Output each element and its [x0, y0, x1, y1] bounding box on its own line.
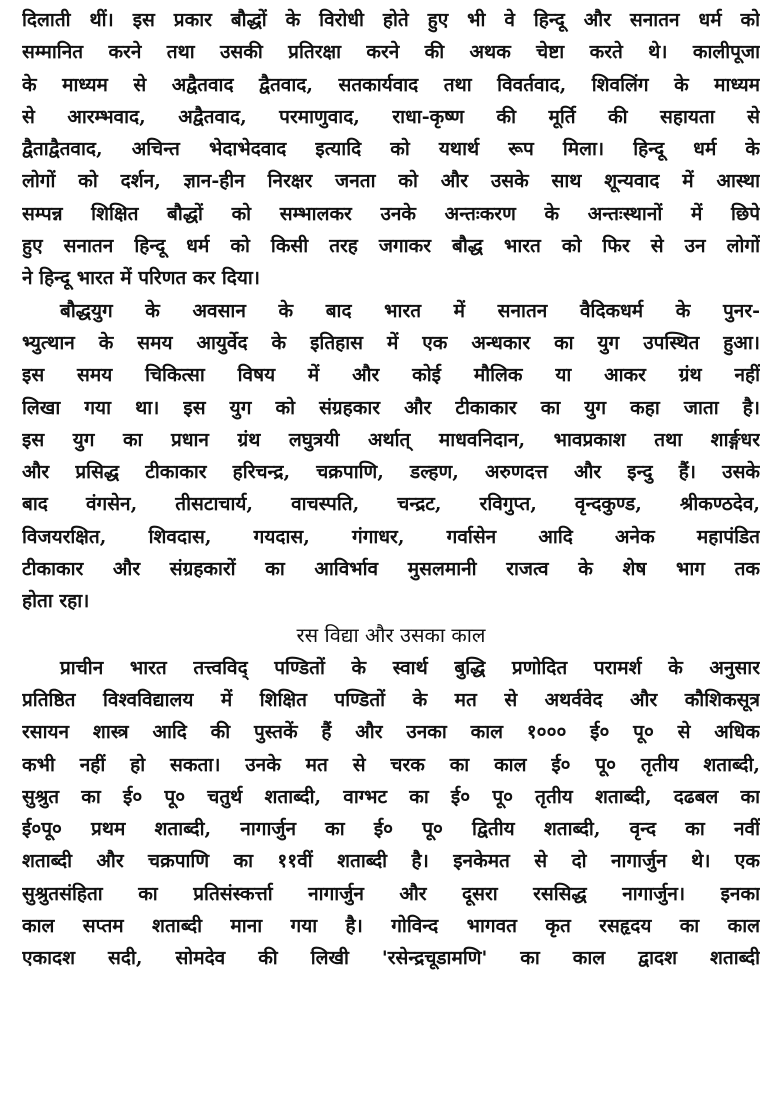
- text-line: लिखा गया था। इस युग को संग्रहकार और टीकाकार का युग कहा जाता है।: [22, 396, 760, 419]
- text-line: इस समय चिकित्सा विषय में और कोई मौलिक या आकर ग्रंथ नहीं: [22, 364, 760, 387]
- document-page: [22, 4, 760, 975]
- text-line: शताब्दी और चक्रपाणि का ११वीं शताब्दी है। इनकेमत से दो नागार्जुन थे। एक: [22, 850, 760, 873]
- text-line: द्वैताद्वैतवाद, अचिन्त भेदाभेदवाद इत्यादि को यथार्थ रूप मिला। हिन्दू धर्म के: [22, 138, 760, 161]
- text-line: रसायन शास्त्र आदि की पुस्तकें हैं और उनका काल १००० ई० पू० से अधिक: [22, 721, 760, 744]
- text-line: कभी नहीं हो सकता। उनके मत से चरक का काल ई० पू० तृतीय शताब्दी,: [22, 753, 760, 776]
- text-line: प्रतिष्ठित विश्वविद्यालय में शिक्षित पण्डितों के मत से अथर्ववेद और कौशिकसूत्र: [22, 688, 760, 711]
- text-line: के माध्यम से अद्वैतवाद द्वैतवाद, सतकार्यवाद तथा विवर्तवाद, शिवलिंग के माध्यम: [22, 73, 760, 96]
- text-line: सुश्रुत का ई० पू० चतुर्थ शताब्दी, वाग्भट का ई० पू० तृतीय शताब्दी, दढबल का: [22, 785, 760, 808]
- text-line: होता रहा।: [22, 590, 90, 613]
- paragraph-1: [22, 4, 760, 295]
- text-line: काल सप्तम शताब्दी माना गया है। गोविन्द भागवत कृत रसहृदय का काल: [22, 915, 760, 938]
- section-heading: रस विद्या और उसका काल: [296, 622, 486, 647]
- text-line: ने हिन्दू भारत में परिणत कर दिया।: [22, 267, 261, 290]
- text-line: दिलाती थीं। इस प्रकार बौद्धों के विरोधी होते हुए भी वे हिन्दू और सनातन धर्म को: [22, 9, 760, 31]
- text-line: हुए सनातन हिन्दू धर्म को किसी तरह जगाकर बौद्ध भारत को फिर से उन लोगों: [22, 235, 760, 258]
- text-line: सम्पन्न शिक्षित बौद्धों को सम्भालकर उनके अन्तःकरण के अन्तःस्थानों में छिपे: [22, 202, 760, 225]
- text-line: एकादश सदी, सोमदेव की लिखी 'रसेन्द्रचूडामणि' का काल द्वादश शताब्दी: [22, 947, 760, 970]
- text-line: भ्युत्थान के समय आयुर्वेद के इतिहास में एक अन्धकार का युग उपस्थित हुआ।: [22, 331, 760, 354]
- text-line: सम्मानित करने तथा उसकी प्रतिरक्षा करने की अथक चेष्टा करते थे। कालीपूजा: [22, 41, 760, 64]
- text-line: और प्रसिद्ध टीकाकार हरिचन्द्र, चक्रपाणि, डल्हण, अरुणदत्त और इन्दु हैं। उसके: [22, 461, 760, 484]
- text-line: बाद वंगसेन, तीसटाचार्य, वाचस्पति, चन्द्रट, रविगुप्त, वृन्दकुण्ड, श्रीकण्ठदेव,: [22, 493, 760, 516]
- text-line: लोगों को दर्शन, ज्ञान-हीन निरक्षर जनता को और उसके साथ शून्यवाद में आस्था: [22, 170, 760, 193]
- paragraph-3: [22, 652, 760, 975]
- text-line: टीकाकार और संग्रहकारों का आविर्भाव मुसलमानी राजत्व के शेष भाग तक: [22, 558, 760, 581]
- text-line: विजयरक्षित, शिवदास, गयदास, गंगाधर, गर्वासेन आदि अनेक महापंडित: [22, 525, 760, 548]
- text-line: बौद्धयुग के अवसान के बाद भारत में सनातन वैदिकधर्म के पुनर-: [60, 299, 760, 322]
- paragraph-2: [22, 295, 760, 618]
- text-line: सुश्रुतसंहिता का प्रतिसंस्कर्त्ता नागार्जुन और दूसरा रससिद्ध नागार्जुन। इनका: [22, 882, 760, 905]
- text-line: ई०पू० प्रथम शताब्दी, नागार्जुन का ई० पू० द्वितीय शताब्दी, वृन्द का नवीं: [22, 818, 760, 841]
- text-line: इस युग का प्रधान ग्रंथ लघुत्रयी अर्थात् माधवनिदान, भावप्रकाश तथा शार्ङ्गधर: [22, 428, 760, 451]
- text-line: प्राचीन भारत तत्त्वविद् पण्डितों के स्वार्थ बुद्धि प्रणोदित परामर्श के अनुसार: [60, 656, 760, 679]
- text-line: से आरम्भवाद, अद्वैतवाद, परमाणुवाद, राधा-कृष्ण की मूर्ति की सहायता से: [22, 105, 760, 128]
